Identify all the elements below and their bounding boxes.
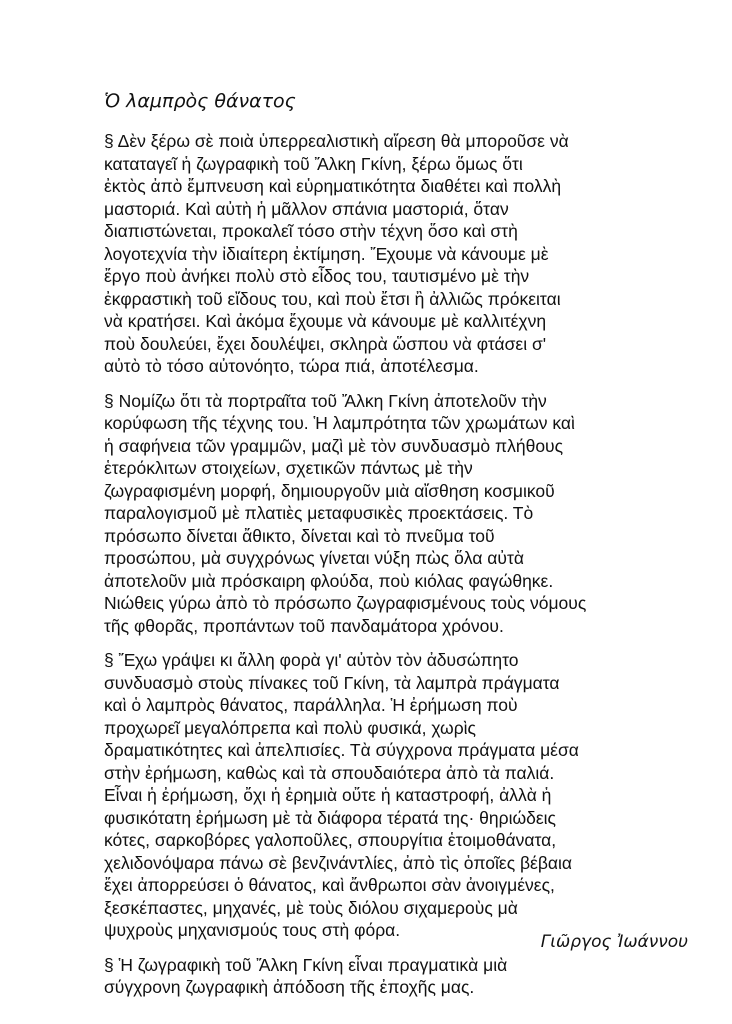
text-line: Νιώθεις γύρω ἀπὸ τὸ πρόσωπο ζωγραφισμένους τοὺς νόμους [104, 593, 587, 613]
text-line: καὶ ὁ λαμπρὸς θάνατος, παράλληλα. Ἡ ἐρήμωση ποὺ [104, 695, 518, 715]
text-line: § Ἡ ζωγραφικὴ τοῦ Ἄλκη Γκίνη εἶναι πραγματικὰ μιὰ [104, 954, 508, 975]
text-line: αὐτὸ τὸ τόσο αὐτονόητο, τώρα πιά, ἀποτέλεσμα. [104, 356, 479, 376]
text-line: κορύφωση τῆς τέχνης του. Ἡ λαμπρότητα τῶν χρωμάτων καὶ [104, 413, 575, 433]
text-line: ζωγραφισμένη μορφή, δημιουργοῦν μιὰ αἴσθηση κοσμικοῦ [104, 480, 555, 501]
text-line: § Ἔχω γράψει κι ἄλλη φορὰ γι' αὐτὸν τὸν ἀδυσώπητο [104, 650, 519, 670]
text-line: μαστοριά. Καὶ αὐτὴ ἡ μᾶλλον σπάνια μαστοριά, ὅταν [104, 198, 509, 219]
text-line: ἐκτὸς ἀπὸ ἔμπνευση καὶ εὑρηματικότητα διαθέτει καὶ πολλὴ [104, 176, 562, 196]
text-line: § Δὲν ξέρω σὲ ποιὰ ὑπερρεαλιστικὴ αἵρεση θὰ μποροῦσε νὰ [104, 131, 569, 151]
text-line: δραματικότητες καὶ ἀπελπισίες. Τὰ σύγχρονα πράγματα μέσα [104, 740, 579, 760]
paragraph [104, 130, 704, 378]
text-line: στὴν ἐρήμωση, καθὼς καὶ τὰ σπουδαιότερα ἀπὸ τὰ παλιά. [104, 762, 555, 783]
document-body [104, 130, 704, 999]
text-line: ἐκφραστικὴ τοῦ εἴδους του, καὶ ποὺ ἔτσι ἢ ἀλλιῶς πρόκειται [104, 288, 561, 309]
text-line: φυσικότατη ἐρήμωση μὲ τὰ διάφορα τέρατά της· θηριώδεις [104, 807, 556, 828]
document-title: Ὁ λαμπρὸς θάνατος [104, 90, 296, 112]
text-line: ψυχροὺς μηχανισμούς τους στὴ φόρα. [104, 920, 401, 940]
text-line: προχωρεῖ μεγαλόπρεπα καὶ πολὺ φυσικά, χωρὶς [104, 717, 476, 738]
text-line: ἔχει ἀπορρεύσει ὁ θάνατος, καὶ ἄνθρωποι σὰν ἀνοιγμένες, [104, 875, 555, 895]
text-line: ἀποτελοῦν μιὰ πρόσκαιρη φλούδα, ποὺ κιόλας φαγώθηκε. [104, 570, 554, 591]
text-line: ἑτερόκλιτων στοιχείων, σχετικῶν πάντως μὲ τὴν [104, 458, 473, 478]
text-line: πρόσωπο δίνεται ἄθικτο, δίνεται καὶ τὸ πνεῦμα τοῦ [104, 525, 495, 546]
author-signature: Γιῶργος Ἰωάννου [540, 932, 688, 952]
text-line: συνδυασμὸ στοὺς πίνακες τοῦ Γκίνη, τὰ λαμπρὰ πράγματα [104, 672, 560, 693]
text-line: § Νομίζω ὅτι τὰ πορτραῖτα τοῦ Ἄλκη Γκίνη ἀποτελοῦν τὴν [104, 390, 547, 411]
text-line: χελιδονόψαρα πάνω σὲ βενζινάντλίες, ἀπὸ τὶς ὁποῖες βέβαια [104, 852, 573, 873]
paragraph [104, 649, 704, 942]
text-line: ξεσκέπαστες, μηχανές, μὲ τοὺς διόλου σιχαμεροὺς μὰ [104, 897, 518, 918]
text-line: ἡ σαφήνεια τῶν γραμμῶν, μαζὶ μὲ τὸν συνδυασμὸ πλήθους [104, 435, 564, 456]
paragraph [104, 390, 704, 638]
text-line: σύγχρονη ζωγραφικὴ ἀπόδοση τῆς ἐποχῆς μας. [104, 977, 475, 997]
text-line: παραλογισμοῦ μὲ πλατιὲς μεταφυσικὲς προεκτάσεις. Τὸ [104, 503, 534, 523]
text-line: κότες, σαρκοβόρες γαλοποῦλες, σπουργίτια ἑτοιμοθάνατα, [104, 830, 557, 850]
text-line: διαπιστώνεται, προκαλεῖ τόσο στὴν τέχνη ὅσο καὶ στὴ [104, 221, 518, 241]
text-line: νὰ κρατήσει. Καὶ ἀκόμα ἔχουμε νὰ κάνουμε μὲ καλλιτέχνη [104, 311, 547, 331]
text-line: τῆς φθορᾶς, προπάντων τοῦ πανδαμάτορα χρόνου. [104, 615, 504, 636]
text-line: ποὺ δουλεύει, ἔχει δουλέψει, σκληρὰ ὥσπου νὰ φτάσει σ' [104, 333, 547, 354]
text-line: λογοτεχνία τὴν ἰδιαίτερη ἐκτίμηση. Ἔχουμε νὰ κάνουμε μὲ [104, 243, 549, 264]
text-line: προσώπου, μὰ συγχρόνως γίνεται νύξη πὼς ὅλα αὐτὰ [104, 548, 525, 568]
paragraph [104, 954, 704, 999]
text-line: Εἶναι ἡ ἐρήμωση, ὄχι ἡ ἐρημιὰ οὔτε ἡ καταστροφή, ἀλλὰ ἡ [104, 785, 552, 805]
text-line: ἔργο ποὺ ἀνήκει πολὺ στὸ εἶδος του, ταυτισμένο μὲ τὴν [104, 266, 530, 286]
text-line: καταταγεῖ ἡ ζωγραφικὴ τοῦ Ἄλκη Γκίνη, ξέρω ὅμως ὅτι [104, 153, 523, 174]
